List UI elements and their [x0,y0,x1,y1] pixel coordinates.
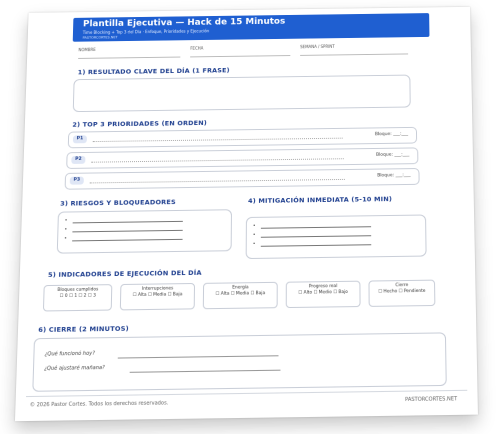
bullet-line [72,239,182,242]
risks-box[interactable] [57,209,232,253]
kpi-card[interactable] [368,280,435,307]
meta-week-label: SEMANA / SPRINT [300,43,335,50]
priority-block: Bloque: ___:___ [375,152,410,158]
priority-block: Bloque: ___:___ [377,173,411,179]
meta-name-line[interactable] [78,57,180,59]
bullet-line [73,221,183,224]
key-result-box[interactable] [73,75,411,113]
kpi-card[interactable] [203,282,278,309]
closing-box[interactable] [32,332,446,391]
meta-date-label: FECHA [190,45,204,51]
bullet-line [261,235,371,238]
priority-line [93,138,343,142]
section-4-title: 4) MITIGACIÓN INMEDIATA (5-10 MIN) [248,195,393,206]
kpi-name: Bloques cumplidos [57,287,99,294]
bullet: • [64,218,68,224]
bullet: • [252,223,256,229]
header-site: PASTORCORTES.NET [82,35,118,40]
priority-row[interactable] [68,127,417,148]
priority-tag: P2 [71,156,85,164]
kpi-card[interactable] [120,283,195,310]
footer-site: PASTORCORTES.NET [405,396,458,404]
closing-question-2: ¿Qué ajustaré mañana? [44,364,105,372]
bullet: • [252,241,256,247]
priority-line [91,158,344,162]
section-1-title: 1) RESULTADO CLAVE DEL DÍA (1 FRASE) [77,66,230,77]
section-5-title: 5) INDICADORES DE EJECUCIÓN DEL DÍA [47,268,202,279]
kpi-options: ☐ 0 ☐ 1 ☐ 2 ☐ 3 [59,292,96,299]
kpi-options: ☐ Alto ☐ Medio ☐ Bajo [298,289,348,296]
kpi-card[interactable] [286,281,361,308]
priority-block: Bloque: ___:___ [374,131,409,138]
priority-row[interactable] [65,168,420,190]
bullet: • [64,227,68,233]
kpi-name: Cierre [395,283,409,289]
kpi-name: Progreso real [308,284,338,290]
page-subtitle: Time Blocking + Top 3 del Día · Enfoque, Prioridades y Ejecución [82,28,210,35]
template-sheet [15,7,478,421]
section-6-title: 6) CIERRE (2 MINUTOS) [38,324,129,335]
meta-date-line[interactable] [190,55,290,57]
kpi-options: ☐ Hecho ☐ Pendiente [378,288,426,295]
bullet-line [261,226,371,229]
priority-line [90,179,345,184]
bullet-line [72,230,182,233]
kpi-name: Energía [232,285,249,291]
priority-tag: P1 [73,135,87,143]
closing-question-1: ¿Qué funcionó hoy? [44,350,95,358]
mitigation-box[interactable] [246,214,427,259]
priority-tag: P3 [70,177,84,185]
answer-line [118,355,279,358]
kpi-options: ☐ Alta ☐ Media ☐ Baja [132,291,183,298]
bullet: • [64,236,67,242]
answer-line [130,370,281,373]
kpi-name: Interrupciones [141,286,174,292]
bullet: • [252,232,256,238]
meta-week-line[interactable] [300,53,408,55]
kpi-card[interactable] [43,284,112,311]
priority-row[interactable] [66,147,418,169]
section-2-title: 2) TOP 3 PRIORIDADES (EN ORDEN) [72,119,208,129]
section-3-title: 3) RIESGOS Y BLOQUEADORES [60,198,176,208]
header-banner [73,13,430,42]
page-title: Plantilla Ejecutiva — Hack de 15 Minutos [82,16,286,30]
bullet-line [261,244,371,247]
kpi-options: ☐ Alta ☐ Media ☐ Baja [215,290,266,297]
footer-copyright: © 2026 Pastor Cortes. Todos los derechos reservados. [29,400,169,409]
meta-name-label: NOMBRE [78,47,96,53]
